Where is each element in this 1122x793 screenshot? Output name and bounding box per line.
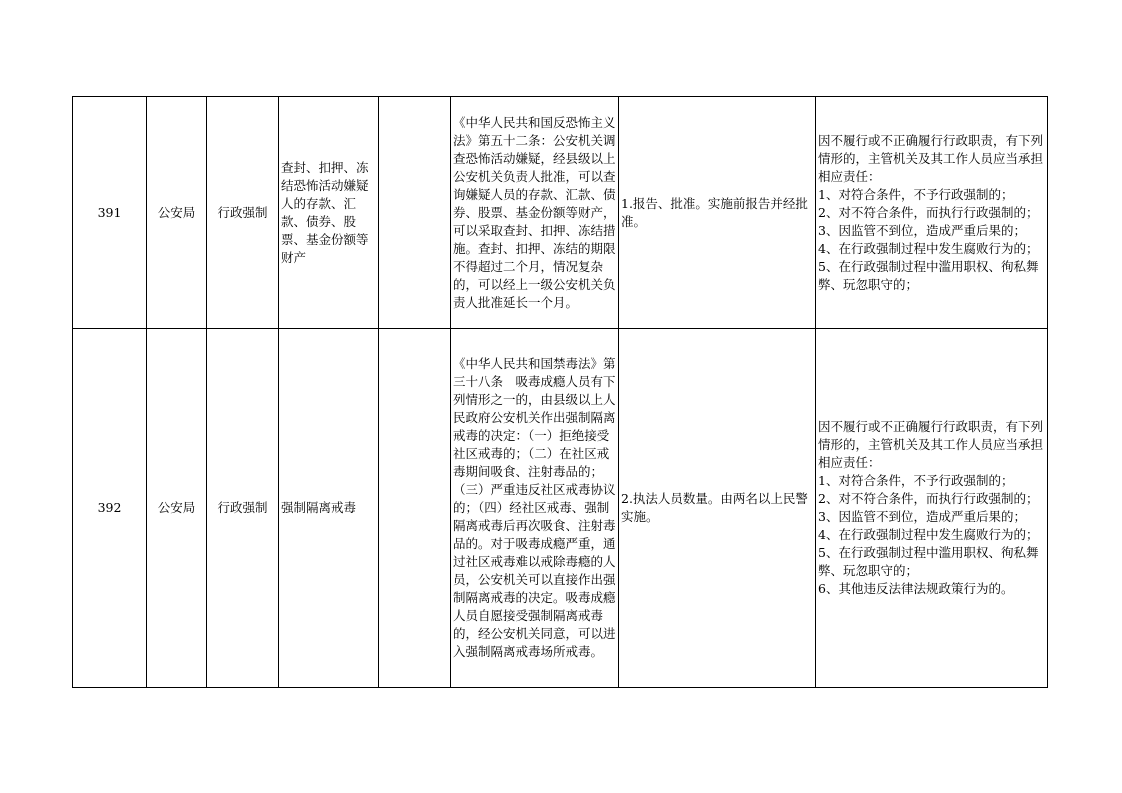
legal-basis-cell: 《中华人民共和国禁毒法》第三十八条 吸毒成瘾人员有下列情形之一的，由县级以上人民政府公安机关作出强制隔离戒毒的决定：（一）拒绝接受社区戒毒的；（二）在社区戒毒期间吸食、注射毒品的；（三）严重违反社区戒毒协议的；（四）经社区戒毒、强制隔离戒毒后再次吸食、注射毒品的。对于吸毒成瘾严重，通过社区戒毒难以戒除毒瘾的人员，公安机关可以直接作出强制隔离戒毒的决定。吸毒成瘾人员自愿接受强制隔离戒毒的，经公安机关同意，可以进入强制隔离戒毒场所戒毒。 bbox=[451, 329, 619, 688]
department-cell: 公安局 bbox=[147, 97, 207, 329]
item-name-cell: 强制隔离戒毒 bbox=[279, 329, 379, 688]
row-number-cell: 392 bbox=[73, 329, 147, 688]
power-type-cell: 行政强制 bbox=[207, 329, 279, 688]
item-name-cell: 查封、扣押、冻结恐怖活动嫌疑人的存款、汇款、债券、股票、基金份额等财产 bbox=[279, 97, 379, 329]
legal-basis-cell: 《中华人民共和国反恐怖主义法》第五十二条：公安机关调查恐怖活动嫌疑，经县级以上公安机关负责人批准，可以查询嫌疑人员的存款、汇款、债券、股票、基金份额等财产，可以采取查封、扣押、冻结措施。查封、扣押、冻结的期限不得超过二个月，情况复杂的，可以经上一级公安机关负责人批准延长一个月。 bbox=[451, 97, 619, 329]
power-list-table bbox=[72, 96, 1048, 688]
responsibility-cell: 因不履行或不正确履行行政职责，有下列情形的，主管机关及其工作人员应当承担相应责任： 1、对符合条件，不予行政强制的； 2、对不符合条件，而执行行政强制的； 3、因监管不到位，造成严重后果的； 4、在行政强制过程中发生腐败行为的； 5、在行政强制过程中滥用职权、徇私舞弊、玩忽职守的； bbox=[816, 97, 1048, 329]
responsibility-cell: 因不履行或不正确履行行政职责，有下列情形的，主管机关及其工作人员应当承担相应责任： 1、对符合条件，不予行政强制的； 2、对不符合条件，而执行行政强制的； 3、因监管不到位，造成严重后果的； 4、在行政强制过程中发生腐败行为的； 5、在行政强制过程中滥用职权、徇私舞弊、玩忽职守的； 6、其他违反法律法规政策行为的。 bbox=[816, 329, 1048, 688]
sub-item-cell bbox=[379, 329, 451, 688]
table-row bbox=[73, 97, 1048, 329]
table-row bbox=[73, 329, 1048, 688]
process-cell: 1.报告、批准。实施前报告并经批准。 bbox=[619, 97, 816, 329]
sub-item-cell bbox=[379, 97, 451, 329]
process-cell: 2.执法人员数量。由两名以上民警实施。 bbox=[619, 329, 816, 688]
power-type-cell: 行政强制 bbox=[207, 97, 279, 329]
department-cell: 公安局 bbox=[147, 329, 207, 688]
row-number-cell: 391 bbox=[73, 97, 147, 329]
